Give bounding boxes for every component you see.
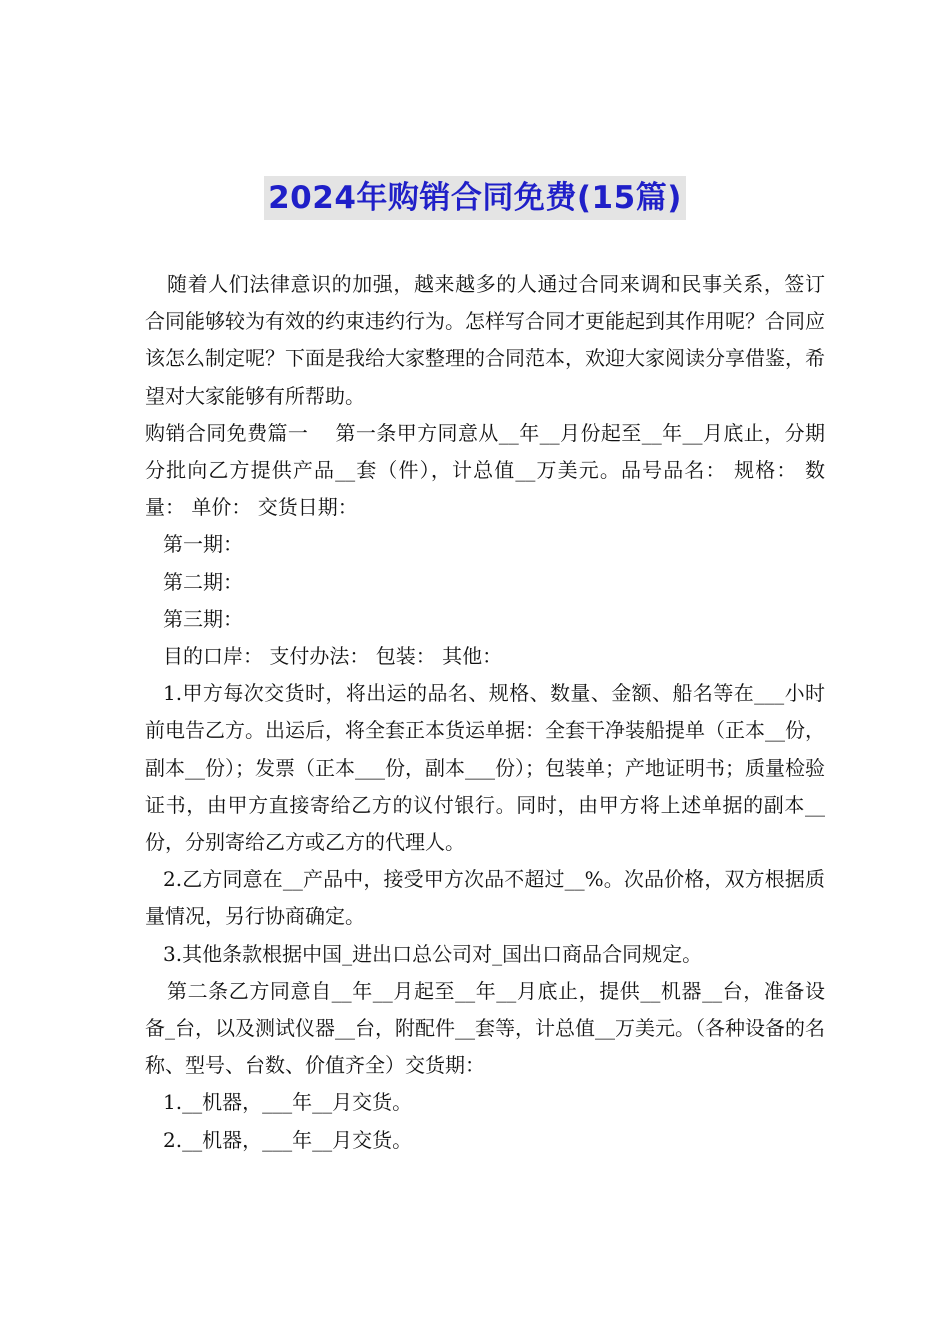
title-container [0, 176, 950, 220]
article-one-paragraph: 购销合同免费篇一 第一条甲方同意从__年__月份起至__年__月底止，分期分批向乙方提供产品__套（件），计总值__万美元。品号品名： 规格： 数量： 单价： 交货日期： [145, 420, 825, 520]
intro-paragraph: 随着人们法律意识的加强，越来越多的人通过合同来调和民事关系，签订合同能够较为有效的约束违约行为。怎样写合同才更能起到其作用呢？合同应该怎么制定呢？下面是我给大家整理的合同范本，欢迎大家阅读分享借鉴，希望对大家能够有所帮助。 [145, 272, 825, 408]
document-body [145, 266, 825, 1159]
clause-1: 1.甲方每次交货时，将出运的品名、规格、数量、金额、船名等在___小时前电告乙方。出运后，将全套正本货运单据：全套干净装船提单（正本__份，副本__份）；发票（正本___份，副本___份）；包装单；产地证明书；质量检验证书，由甲方直接寄给乙方的议付银行。同时，由甲方将上述单据的副本__份，分别寄给乙方或乙方的代理人。 [145, 681, 825, 855]
phase-three: 第三期： [163, 606, 243, 631]
clause-2: 2.乙方同意在__产品中，接受甲方次品不超过__%。次品价格，双方根据质量情况，另行协商确定。 [145, 867, 825, 929]
delivery-item-1: 1.__机器，___年__月交货。 [163, 1090, 413, 1115]
document-title: 2024年购销合同免费(15篇) [264, 176, 686, 220]
phase-one: 第一期： [163, 532, 243, 557]
clause-3: 3.其他条款根据中国_进出口总公司对_国出口商品合同规定。 [163, 941, 703, 966]
phase-two: 第二期： [163, 569, 243, 594]
delivery-item-2: 2.__机器，___年__月交货。 [163, 1127, 413, 1152]
terms-line: 目的口岸： 支付办法： 包装： 其他： [163, 644, 503, 669]
article-two-paragraph: 第二条乙方同意自__年__月起至__年__月底止，提供__机器__台，准备设备_台，以及测试仪器__台，附配件__套等，计总值__万美元。（各种设备的名称、型号、台数、价值齐全）交货期： [145, 978, 825, 1078]
